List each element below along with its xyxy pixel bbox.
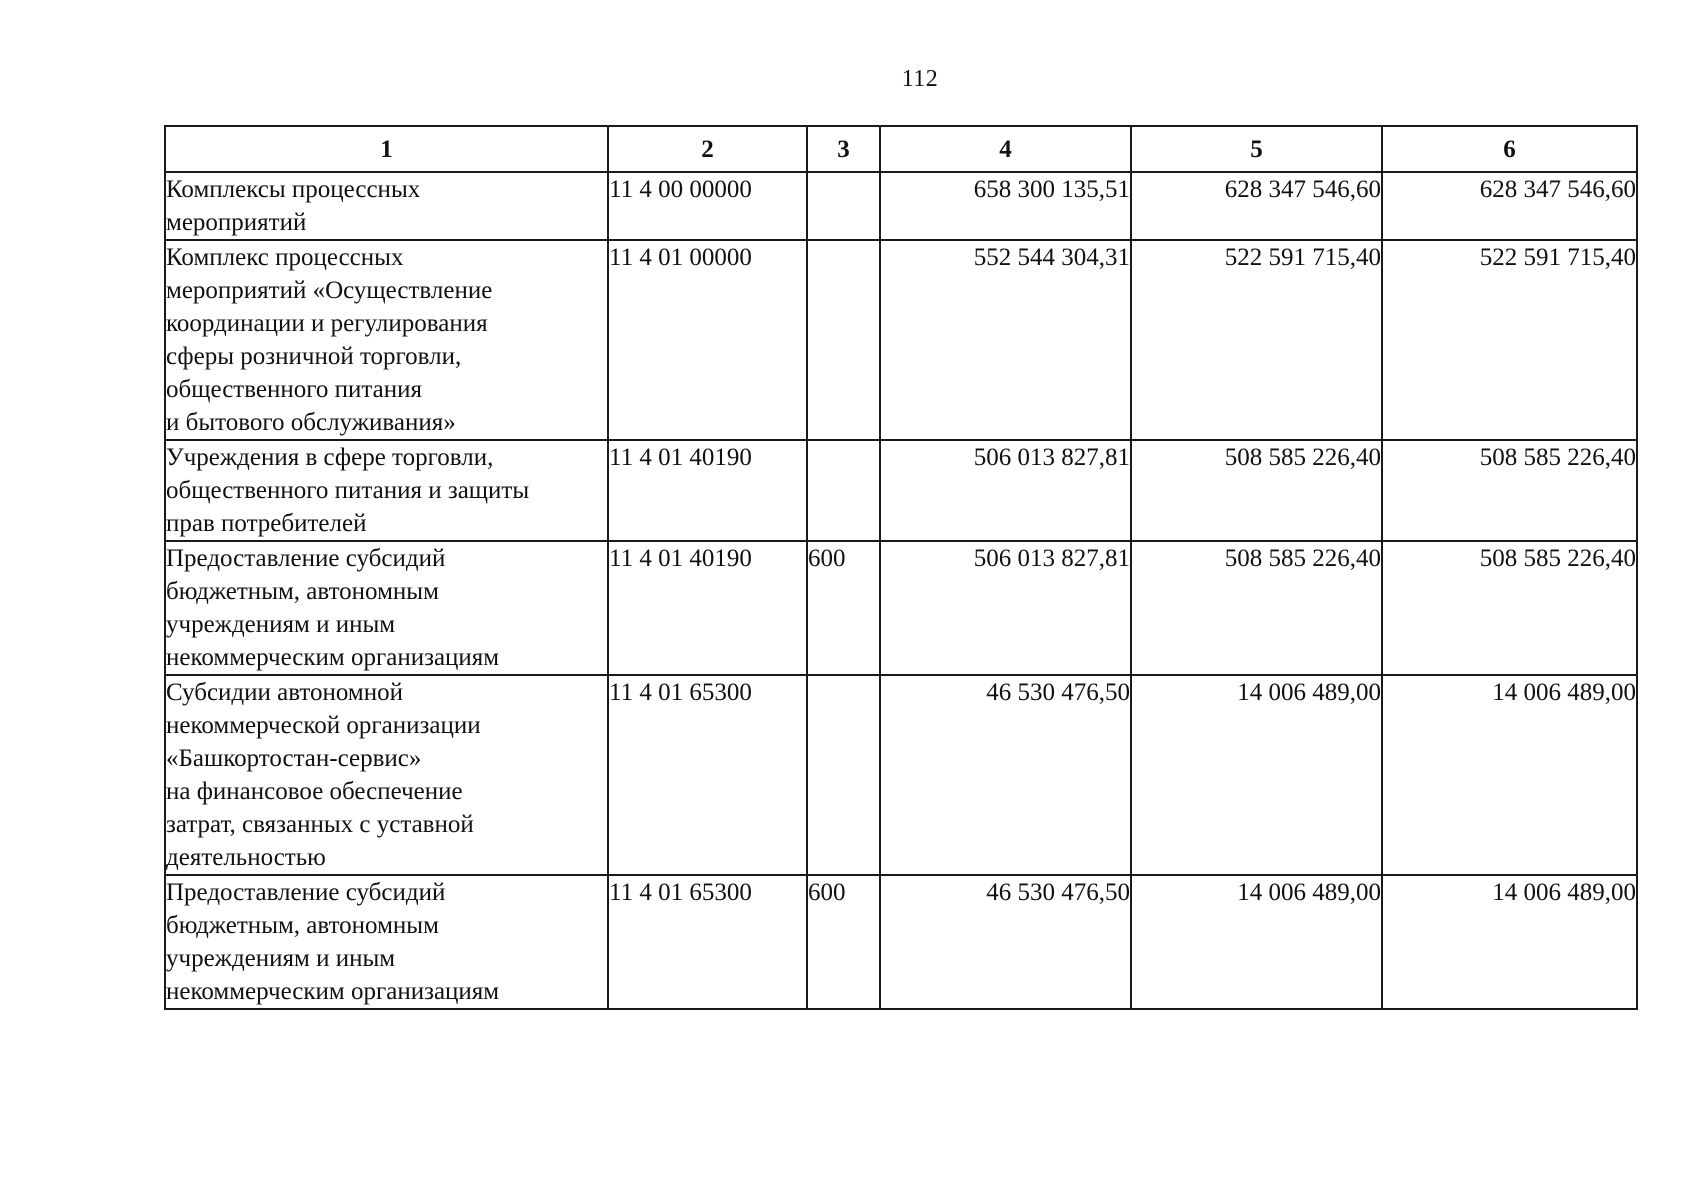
row-code-cell: 11 4 01 65300 <box>608 675 807 875</box>
row-sum-col4-cell: 46 530 476,50 <box>880 875 1131 1009</box>
column-header: 3 <box>807 126 880 172</box>
row-sum-col5-cell: 14 006 489,00 <box>1131 675 1382 875</box>
column-header: 4 <box>880 126 1131 172</box>
table-body <box>165 172 1637 1009</box>
row-sum-col6-cell: 14 006 489,00 <box>1382 875 1637 1009</box>
table-row <box>165 675 1637 875</box>
row-sum-col6-cell: 508 585 226,40 <box>1382 440 1637 541</box>
row-code-cell: 11 4 00 00000 <box>608 172 807 240</box>
row-type-cell <box>807 675 880 875</box>
column-header: 1 <box>165 126 608 172</box>
table-row <box>165 541 1637 675</box>
row-sum-col5-cell: 508 585 226,40 <box>1131 440 1382 541</box>
row-sum-col4-cell: 46 530 476,50 <box>880 675 1131 875</box>
row-type-cell <box>807 172 880 240</box>
row-code-cell: 11 4 01 40190 <box>608 541 807 675</box>
column-header: 6 <box>1382 126 1637 172</box>
row-name-cell: Комплекс процессных мероприятий «Осуществление координации и регулирования сферы розничной торговли, общественного питания и бытового обслуживания» <box>165 240 608 440</box>
row-sum-col6-cell: 508 585 226,40 <box>1382 541 1637 675</box>
budget-table <box>164 125 1638 1010</box>
column-header: 2 <box>608 126 807 172</box>
row-name-cell: Субсидии автономной некоммерческой организации «Башкортостан-сервис» на финансовое обеспечение затрат, связанных с уставной деятельностью <box>165 675 608 875</box>
table-row <box>165 440 1637 541</box>
table-header-row <box>165 126 1637 172</box>
row-sum-col6-cell: 522 591 715,40 <box>1382 240 1637 440</box>
row-type-cell <box>807 240 880 440</box>
row-code-cell: 11 4 01 65300 <box>608 875 807 1009</box>
row-code-cell: 11 4 01 40190 <box>608 440 807 541</box>
row-sum-col5-cell: 522 591 715,40 <box>1131 240 1382 440</box>
row-type-cell: 600 <box>807 541 880 675</box>
row-sum-col5-cell: 628 347 546,60 <box>1131 172 1382 240</box>
row-name-cell: Комплексы процессных мероприятий <box>165 172 608 240</box>
row-sum-col4-cell: 658 300 135,51 <box>880 172 1131 240</box>
row-sum-col6-cell: 628 347 546,60 <box>1382 172 1637 240</box>
table-row <box>165 875 1637 1009</box>
row-sum-col5-cell: 508 585 226,40 <box>1131 541 1382 675</box>
row-sum-col5-cell: 14 006 489,00 <box>1131 875 1382 1009</box>
column-header: 5 <box>1131 126 1382 172</box>
row-name-cell: Предоставление субсидий бюджетным, автономным учреждениям и иным некоммерческим организациям <box>165 541 608 675</box>
row-sum-col6-cell: 14 006 489,00 <box>1382 675 1637 875</box>
row-type-cell: 600 <box>807 875 880 1009</box>
row-code-cell: 11 4 01 00000 <box>608 240 807 440</box>
row-sum-col4-cell: 552 544 304,31 <box>880 240 1131 440</box>
page-number: 112 <box>901 66 939 92</box>
table-row <box>165 240 1637 440</box>
row-sum-col4-cell: 506 013 827,81 <box>880 541 1131 675</box>
row-name-cell: Предоставление субсидий бюджетным, автономным учреждениям и иным некоммерческим организациям <box>165 875 608 1009</box>
row-sum-col4-cell: 506 013 827,81 <box>880 440 1131 541</box>
table-row <box>165 172 1637 240</box>
row-type-cell <box>807 440 880 541</box>
row-name-cell: Учреждения в сфере торговли, общественного питания и защиты прав потребителей <box>165 440 608 541</box>
